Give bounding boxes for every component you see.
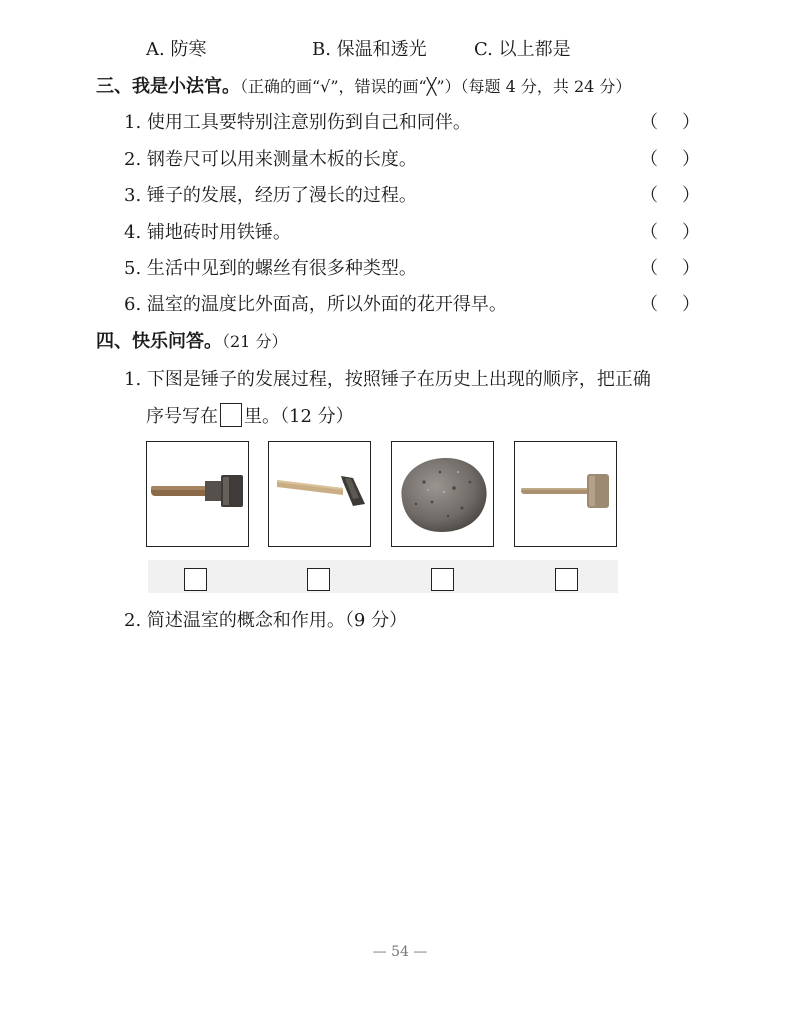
answer-box-2[interactable]: [307, 568, 330, 591]
answer-parentheses[interactable]: （ ）: [640, 112, 700, 133]
question-2: 2. 简述温室的概念和作用。（9 分）: [124, 610, 408, 631]
answer-box-4[interactable]: [555, 568, 578, 591]
judge-item: 5. 生活中见到的螺丝有很多种类型。: [124, 258, 417, 279]
answer-parentheses[interactable]: （ ）: [640, 149, 700, 170]
section4-title: 四、快乐问答。: [96, 331, 222, 352]
section3-heading: [96, 72, 631, 98]
section3-note: （正确的画“√”，错误的画“╳”）（每题 4 分，共 24 分）: [240, 77, 632, 96]
sample-answer-box: [220, 403, 242, 427]
image-frame-2: [268, 441, 371, 547]
answer-parentheses[interactable]: （ ）: [640, 185, 700, 206]
judge-item: 6. 温室的温度比外面高，所以外面的花开得早。: [124, 294, 507, 315]
option-c: C. 以上都是: [474, 39, 571, 60]
page-number: — 54 —: [372, 944, 428, 960]
answer-box-3[interactable]: [431, 568, 454, 591]
answer-parentheses[interactable]: （ ）: [640, 222, 700, 243]
section4-heading: [96, 327, 287, 353]
judge-item: 2. 钢卷尺可以用来测量木板的长度。: [124, 149, 417, 170]
image-frame-3: [391, 441, 494, 547]
judge-item: 1. 使用工具要特别注意别伤到自己和同伴。: [124, 112, 471, 133]
question-1-line1: 1. 下图是锤子的发展过程，按照锤子在历史上出现的顺序，把正确: [124, 369, 651, 390]
judge-item: 4. 铺地砖时用铁锤。: [124, 222, 291, 243]
image-frame-4: [514, 441, 617, 547]
answer-parentheses[interactable]: （ ）: [640, 258, 700, 279]
answer-parentheses[interactable]: （ ）: [640, 294, 700, 315]
answer-strip-background: [148, 560, 618, 593]
option-b: B. 保温和透光: [312, 39, 427, 60]
claw-hammer-icon: [269, 442, 370, 546]
answer-box-1[interactable]: [184, 568, 207, 591]
image-frame-1: [146, 441, 249, 547]
stone-icon: [392, 442, 493, 546]
question-1-line2: 序号写在 里。（12 分）: [146, 402, 354, 428]
section4-score: （21 分）: [222, 332, 288, 351]
judge-item: 3. 锤子的发展，经历了漫长的过程。: [124, 185, 417, 206]
wooden-mallet-icon: [515, 442, 616, 546]
section3-title: 三、我是小法官。: [96, 76, 240, 97]
sledgehammer-icon: [147, 442, 248, 546]
option-a: A. 防寒: [146, 39, 207, 60]
